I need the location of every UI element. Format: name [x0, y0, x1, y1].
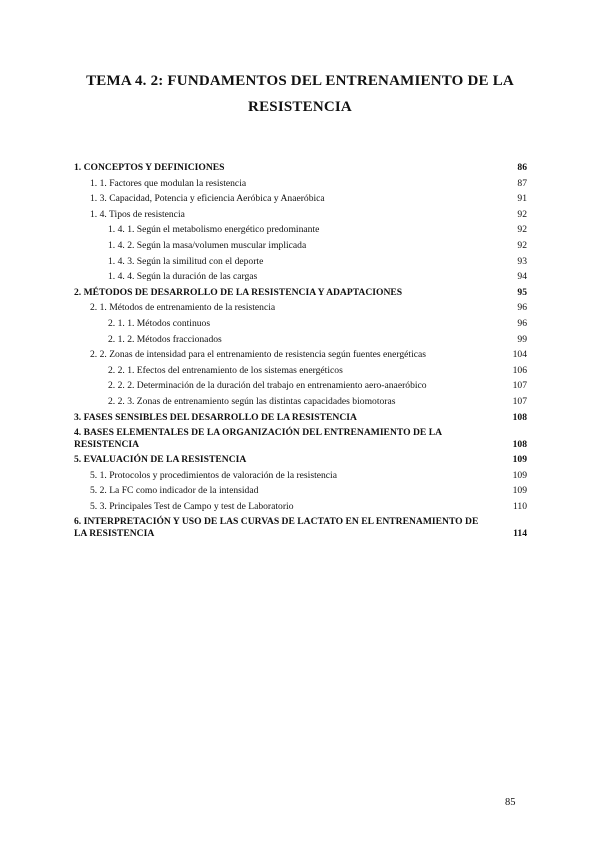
toc-entry-page: 92	[517, 239, 527, 251]
toc-entry-page: 104	[512, 349, 527, 361]
toc-entry-title: 2. 1. 1. Métodos continuos	[108, 317, 211, 329]
toc-entry[interactable]	[74, 332, 527, 348]
toc-entry-title: 5. 2. La FC como indicador de la intensidad	[90, 485, 259, 497]
document-title	[60, 68, 540, 120]
toc-entry-title: 2. 2. 1. Efectos del entrenamiento de los sistemas energéticos	[108, 364, 343, 376]
toc-entry-page: 99	[517, 333, 527, 345]
toc-entry-page: 107	[512, 395, 527, 407]
toc-entry-page: 108	[512, 438, 527, 450]
toc-entry-page: 114	[513, 527, 527, 539]
toc-entry-title: 2. 2. Zonas de intensidad para el entrenamiento de resistencia según fuentes energéticas	[90, 349, 427, 361]
toc-entry-title: 1. 4. 3. Según la similitud con el deporte	[108, 255, 264, 267]
toc-entry-page: 87	[517, 177, 527, 189]
toc-entry-page: 110	[512, 500, 527, 512]
title-line-1: TEMA 4. 2: FUNDAMENTOS DEL ENTRENAMIENTO DE LA	[86, 73, 514, 89]
toc-entry-title: 1. 4. Tipos de resistencia	[90, 208, 185, 220]
toc-entry-page: 96	[517, 302, 527, 314]
toc-entry[interactable]	[74, 483, 527, 499]
toc-entry-title: 1. 3. Capacidad, Potencia y eficiencia Aeróbica y Anaeróbica	[90, 193, 325, 205]
toc-entry-page: 109	[512, 469, 527, 481]
toc-entry[interactable]	[74, 363, 527, 379]
toc-entry-title: 1. 4. 2. Según la masa/volumen muscular implicada	[108, 239, 307, 251]
toc-entry-page: 109	[512, 485, 527, 497]
toc-entry-page: 93	[517, 255, 527, 267]
toc-entry-title: 2. 1. 2. Métodos fraccionados	[108, 333, 222, 345]
toc-entry-title: 5. 1. Protocolos y procedimientos de valoración de la resistencia	[90, 469, 337, 481]
toc-entry[interactable]	[74, 378, 527, 394]
toc-entry[interactable]	[74, 499, 527, 515]
toc-entry-title: 1. 4. 1. Según el metabolismo energético predominante	[108, 224, 320, 236]
toc-entry[interactable]	[74, 316, 527, 332]
toc-entry[interactable]	[74, 285, 527, 301]
toc-entry-title: 2. 2. 2. Determinación de la duración del trabajo en entrenamiento aero-anaeróbico	[108, 380, 427, 392]
toc-entry[interactable]	[74, 300, 527, 316]
toc-entry-page: 108	[512, 411, 527, 423]
toc-entry[interactable]	[74, 269, 527, 285]
toc-entry[interactable]	[74, 410, 527, 426]
toc-entry-page: 96	[517, 317, 527, 329]
toc-entry-page: 107	[512, 380, 527, 392]
title-line-2: RESISTENCIA	[248, 99, 352, 115]
toc-entry[interactable]	[74, 222, 527, 238]
toc-entry-title: 5. 3. Principales Test de Campo y test de Laboratorio	[90, 500, 294, 512]
toc-entry-title: 2. 2. 3. Zonas de entrenamiento según las distintas capacidades biomotoras	[108, 395, 396, 407]
toc-entry[interactable]	[74, 516, 527, 539]
toc-entry-title: 5. EVALUACIÓN DE LA RESISTENCIA	[74, 454, 247, 466]
toc-entry-page: 106	[512, 364, 527, 376]
toc-entry-title: 2. 1. Métodos de entrenamiento de la resistencia	[90, 302, 276, 314]
toc-entry[interactable]	[74, 427, 527, 450]
toc-entry-page: 109	[512, 454, 527, 466]
toc-entry[interactable]	[74, 468, 527, 484]
toc-entry-title: 3. FASES SENSIBLES DEL DESARROLLO DE LA RESISTENCIA	[74, 411, 357, 423]
toc-entry-page: 95	[517, 286, 527, 298]
page-number: 85	[505, 797, 516, 808]
toc-entry-title: 1. 4. 4. Según la duración de las cargas	[108, 271, 258, 283]
toc-entry[interactable]	[74, 394, 527, 410]
toc-entry-page: 86	[517, 162, 527, 173]
toc-entry[interactable]	[74, 347, 527, 363]
toc-entry-page: 92	[517, 224, 527, 236]
toc-entry-title: 2. MÉTODOS DE DESARROLLO DE LA RESISTENCIA Y ADAPTACIONES	[74, 286, 403, 298]
toc-entry-page: 94	[517, 271, 527, 283]
toc-entry-title: 1. 1. Factores que modulan la resistencia	[90, 177, 247, 189]
toc-entry[interactable]	[74, 254, 527, 270]
toc-entry-page: 91	[517, 193, 527, 205]
toc-entry[interactable]	[74, 160, 527, 176]
toc-entry-title: 4. BASES ELEMENTALES DE LA ORGANIZACIÓN DEL ENTRENAMIENTO DE LA RESISTENCIA	[74, 427, 442, 450]
toc-entry[interactable]	[74, 452, 527, 468]
toc-entry[interactable]	[74, 191, 527, 207]
toc-entry[interactable]	[74, 238, 527, 254]
toc-entry-page: 92	[517, 208, 527, 220]
toc-entry[interactable]	[74, 207, 527, 223]
toc-entry-title: 1. CONCEPTOS Y DEFINICIONES	[74, 162, 225, 173]
toc-entry[interactable]	[74, 176, 527, 192]
toc-entry-title: 6. INTERPRETACIÓN Y USO DE LAS CURVAS DE LACTATO EN EL ENTRENAMIENTO DE LA RESISTENCIA	[74, 516, 479, 539]
table-of-contents	[74, 160, 527, 541]
